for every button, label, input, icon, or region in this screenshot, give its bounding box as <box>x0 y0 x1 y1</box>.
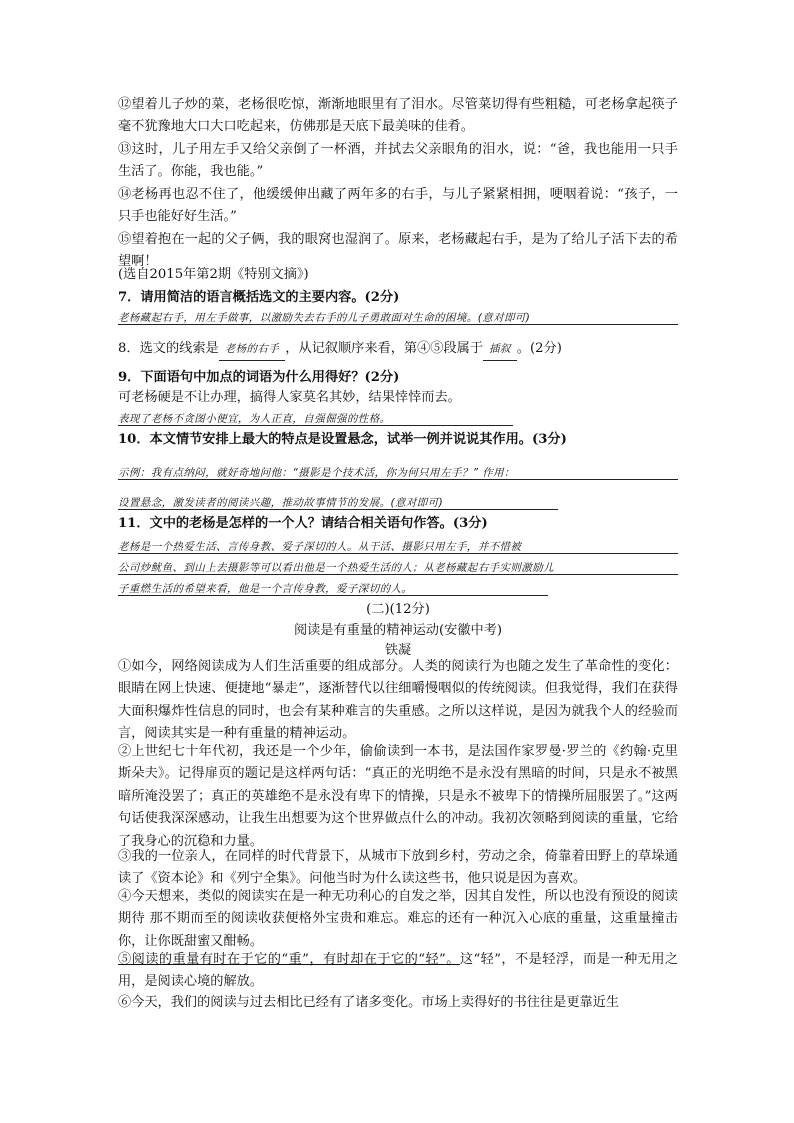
article-paragraph-3: ③我的一位亲人，在同样的时代背景下，从城市下放到乡村，劳动之余，倚靠着田野上的草垛通读了《资本论》和《列宁全集》。问他当时为什么读这些书，他只说是因为喜欢。 <box>118 849 678 887</box>
answer-7: 老杨藏起右手，用左手做事，以激励失去右手的儿子勇敢面对生命的困境。(意对即可) <box>118 312 531 324</box>
answer-8-order: 插叙 <box>483 338 517 361</box>
question-8 <box>118 338 678 361</box>
q8-middle: ，从记叙顺序来看，第④⑤段属于 <box>285 341 484 356</box>
article-title: 阅读是有重量的精神运动(安徽中考) <box>293 623 503 638</box>
answer-10-line-1 <box>118 461 678 480</box>
answer-8-clue: 老杨的右手 <box>219 338 286 361</box>
answer-10-line-2 <box>118 491 558 510</box>
paragraph-13: ⑬这时，儿子用左手又给父亲倒了一杯酒，并拭去父亲眼角的泪水，说：“爸，我也能用一只手生活了。你能，我也能。” <box>118 142 678 180</box>
question-11: 11．文中的老杨是怎样的一个人？请结合相关语句作答。(3分) <box>118 516 488 531</box>
section-heading: (二)(12分) <box>366 602 430 617</box>
answer-11-line-1 <box>118 535 678 554</box>
answer-9: 表现了老杨不贪图小便宜，为人正直，自强倔强的性格。 <box>118 413 391 425</box>
source-note: (选自2015年第2期《特别文摘》) <box>118 267 309 282</box>
paragraph-12: ⑫望着儿子炒的菜，老杨很吃惊，渐渐地眼里有了泪水。尽管菜切得有些粗糙，可老杨拿起筷子毫不犹豫地大口大口吃起来，仿佛那是天底下最美味的佳肴。 <box>118 97 678 135</box>
paragraph-15: ⑮望着抱在一起的父子俩，我的眼窝也湿润了。原来，老杨藏起右手，是为了给儿子活下去的希望啊！ <box>118 232 678 270</box>
q8-prefix: 8．选文的线索是 <box>118 341 219 356</box>
answer-11-part-2: 公司炒鱿鱼、到山上去摄影等可以看出他是一个热爱生活的人；从老杨藏起右手实则激励儿 <box>118 562 554 574</box>
article-paragraph-5 <box>118 949 678 994</box>
answer-11-line-3 <box>118 577 548 596</box>
answer-11-part-3: 子重燃生活的希望来看，他是一个言传身教，爱子深切的人。 <box>118 583 413 595</box>
answer-11-part-1: 老杨是一个热爱生活、言传身教、爱子深切的人。从干活、摄影只用左手，并不惜被 <box>118 541 522 553</box>
answer-7-line <box>118 306 678 325</box>
underlined-sentence: ⑤阅读的重量有时在于它的“重”，有时却在于它的“轻”。 <box>118 952 460 967</box>
article-paragraph-2: ②上世纪七十年代初，我还是一个少年，偷偷读到一本书，是法国作家罗曼·罗兰的《约翰·克里斯朵夫》。记得扉页的题记是这样两句话：“真正的光明绝不是永没有黑暗的时间，只是永不被黑暗所淹没罢了；真正的英雄绝不是永没有卑下的情操，只是永不被卑下的情操所屈服罢了。”这两句话使我深深感动，让我生出想要为这个世界做点什么的冲动。我初次领略到阅读的重量，它给了我身心的沉稳和力量。 <box>118 744 678 849</box>
article-paragraph-1: ①如今，网络阅读成为人们生活重要的组成部分。人类的阅读行为也随之发生了革命性的变化：眼睛在网上快速、便捷地“暴走”，逐渐替代以往细嚼慢咽似的传统阅读。但我觉得，我们在获得大面积爆炸性信息的同时，也会有某种难言的失重感。之所以这样说，是因为就我个人的经验而言，阅读其实是一种有重量的精神运动。 <box>118 659 678 742</box>
question-9-sentence: 可老杨硬是不让办理，搞得人家莫名其妙，结果悻悻而去。 <box>118 390 461 405</box>
article-paragraph-6: ⑥今天，我们的阅读与过去相比已经有了诸多变化。市场上卖得好的书往往是更靠近生 <box>118 995 620 1010</box>
answer-9-line <box>118 407 513 426</box>
q8-suffix: 。(2分) <box>516 341 562 356</box>
question-7: 7．请用简洁的语言概括选文的主要内容。(2分) <box>118 290 400 305</box>
article-paragraph-4: ④今天想来，类似的阅读实在是一种无功利心的自发之举，因其自发性，所以也没有预设的阅读期待 那不期而至的阅读收获便格外宝贵和难忘。难忘的还有一种沉入心底的重量，这重量撞击你，让你既甜蜜又酣畅。 <box>118 889 678 949</box>
question-9: 9．下面语句中加点的词语为什么用得好？(2分) <box>118 370 400 385</box>
answer-10-part-2: 设置悬念，激发读者的阅读兴趣，推动故事情节的发展。(意对即可) <box>118 497 444 509</box>
paragraph-5-rest: 这“轻”，不是轻浮，而是一种无用之用，是阅读心境的解放。 <box>118 952 679 990</box>
answer-10-part-1: 示例：我有点纳闷，就好奇地问他：“摄影是个技术活，你为何只用左手？” 作用： <box>118 467 515 479</box>
paragraph-14: ⑭老杨再也忍不住了，他缓缓伸出藏了两年多的右手，与儿子紧紧相拥，哽咽着说：“孩子，一只手也能好好生活。” <box>118 187 678 225</box>
article-author: 铁凝 <box>384 643 412 658</box>
answer-11-line-2 <box>118 556 678 575</box>
question-10: 10．本文情节安排上最大的特点是设置悬念，试举一例并说说其作用。(3分) <box>118 432 567 447</box>
